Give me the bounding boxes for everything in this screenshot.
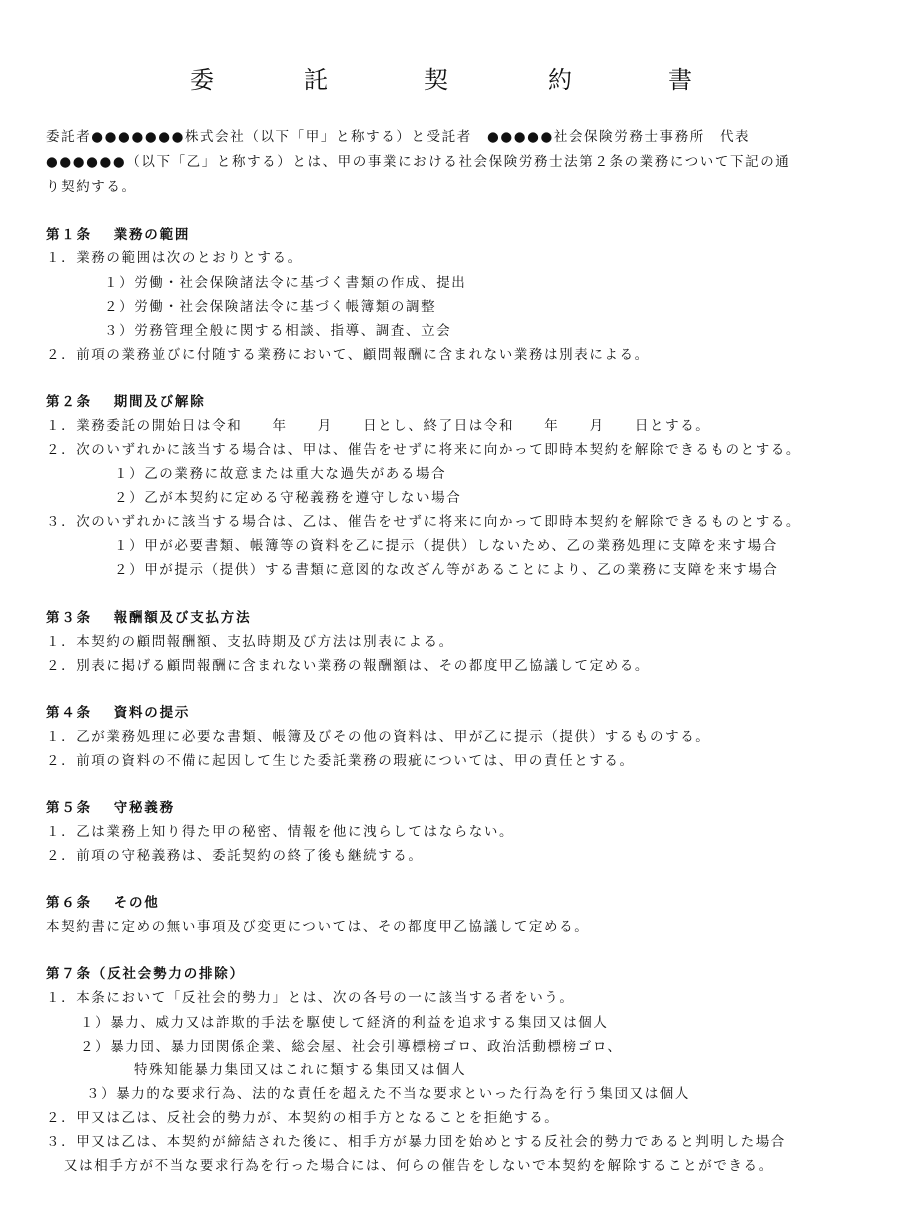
article-2-line: ３．次のいずれかに該当する場合は、乙は、催告をせずに将来に向かって即時本契約を解除できるものとする。: [46, 514, 801, 530]
article-5-heading: 第５条 守秘義務: [46, 800, 175, 816]
article-7-line: １．本条において「反社会的勢力」とは、次の各号の一に該当する者をいう。: [46, 990, 575, 1006]
article-1-subitem: ３）労務管理全般に関する相談、指導、調査、立会: [104, 323, 452, 339]
article-6-heading: 第６条 その他: [46, 895, 160, 911]
article-7-line: ２．甲又は乙は、反社会的勢力が、本契約の相手方となることを拒絶する。: [46, 1110, 560, 1126]
article-4-line: ２．前項の資料の不備に起因して生じた委託業務の瑕疵については、甲の責任とする。: [46, 753, 635, 769]
article-7-subitem: １）暴力、威力又は詐欺的手法を駆使して経済的利益を追求する集団又は個人: [80, 1015, 609, 1031]
article-3-heading: 第３条 報酬額及び支払方法: [46, 610, 252, 626]
article-2-heading: 第２条 期間及び解除: [46, 394, 206, 410]
document-title: [0, 62, 900, 102]
article-2-subitem: １）乙の業務に故意または重大な過失がある場合: [114, 466, 447, 482]
title-char: 託: [304, 66, 328, 94]
article-4-heading: 第４条 資料の提示: [46, 705, 191, 721]
article-7-subitem: ２）暴力団、暴力団関係企業、総会屋、社会引導標榜ゴロ、政治活動標榜ゴロ、: [80, 1039, 623, 1055]
intro-line: り契約する。: [46, 179, 137, 195]
intro-line: 委託者●●●●●●●株式会社（以下「甲」と称する）と受託者 ●●●●●社会保険労務士事務所 代表: [46, 129, 751, 145]
article-2-subitem: ２）乙が本契約に定める守秘義務を遵守しない場合: [114, 490, 462, 506]
intro-line: ●●●●●●（以下「乙」と称する）とは、甲の事業における社会保険労務士法第２条の業務について下記の通: [46, 154, 791, 170]
article-1-subitem: １）労働・社会保険諸法令に基づく書類の作成、提出: [104, 275, 467, 291]
article-2-subitem: １）甲が必要書類、帳簿等の資料を乙に提示（提供）しないため、乙の業務処理に支障を来す場合: [114, 538, 778, 554]
article-1-line: １．業務の範囲は次のとおりとする。: [46, 250, 303, 266]
article-4-line: １．乙が業務処理に必要な書類、帳簿及びその他の資料は、甲が乙に提示（提供）するものする。: [46, 729, 711, 745]
article-1-subitem: ２）労働・社会保険諸法令に基づく帳簿類の調整: [104, 299, 437, 315]
article-6-line: 本契約書に定めの無い事項及び変更については、その都度甲乙協議して定める。: [46, 919, 590, 935]
article-2-line: １．業務委託の開始日は令和 年 月 日とし、終了日は令和 年 月 日とする。: [46, 418, 711, 434]
article-3-line: ２．別表に掲げる顧問報酬に含まれない業務の報酬額は、その都度甲乙協議して定める。: [46, 658, 650, 674]
article-7-line: ３．甲又は乙は、本契約が締結された後に、相手方が暴力団を始めとする反社会的勢力であると判明した場合: [46, 1134, 786, 1150]
article-2-subitem: ２）甲が提示（提供）する書類に意図的な改ざん等があることにより、乙の業務に支障を来す場合: [114, 562, 779, 578]
article-7-subitem-continuation: 特殊知能暴力集団又はこれに類する集団又は個人: [134, 1062, 467, 1078]
article-7-line-continuation: 又は相手方が不当な要求行為を行った場合には、何らの催告をしないで本契約を解除することができる。: [64, 1158, 774, 1174]
article-1-line: ２．前項の業務並びに付随する業務において、顧問報酬に含まれない業務は別表による。: [46, 347, 650, 363]
article-5-line: １．乙は業務上知り得た甲の秘密、情報を他に洩らしてはならない。: [46, 824, 515, 840]
title-char: 書: [668, 66, 692, 94]
article-7-heading: 第７条（反社会勢力の排除）: [46, 966, 245, 982]
article-5-line: ２．前項の守秘義務は、委託契約の終了後も継続する。: [46, 848, 424, 864]
article-3-line: １．本契約の顧問報酬額、支払時期及び方法は別表による。: [46, 634, 454, 650]
article-2-line: ２．次のいずれかに該当する場合は、甲は、催告をせずに将来に向かって即時本契約を解除できるものとする。: [46, 442, 801, 458]
article-1-heading: 第１条 業務の範囲: [46, 227, 191, 243]
title-char: 委: [190, 66, 214, 94]
article-7-subitem: ３）暴力的な要求行為、法的な責任を超えた不当な要求といった行為を行う集団又は個人: [86, 1086, 690, 1102]
title-char: 約: [548, 66, 572, 94]
title-char: 契: [424, 66, 448, 94]
